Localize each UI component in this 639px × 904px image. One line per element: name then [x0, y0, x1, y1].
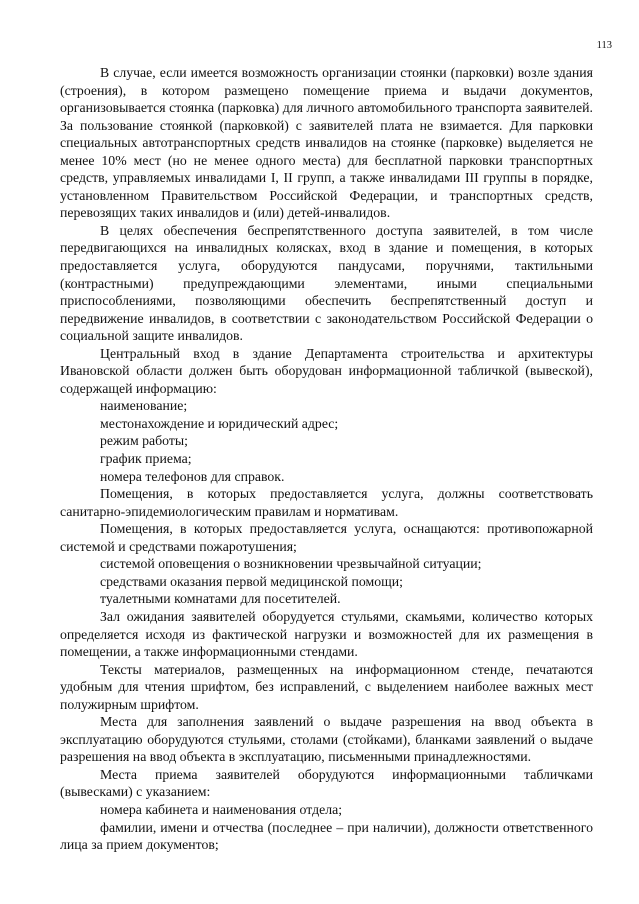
paragraph-application-desks: Места для заполнения заявлений о выдаче разрешения на ввод объекта в эксплуатацию оборудуются стульями, столами (стойками), бланками заявлений о выдаче разрешения на ввод объекта в эксплуатацию, письменными принадлежностями.	[60, 714, 593, 765]
paragraph-reception-signs: Места приема заявителей оборудуются информационными табличками (вывесками) с указанием:	[60, 766, 593, 800]
document-body	[60, 64, 593, 854]
list-item-emergency-alert: системой оповещения о возникновении чрезвычайной ситуации;	[100, 556, 482, 572]
list-item-work-hours: режим работы;	[100, 433, 189, 449]
paragraph-sanitary-rules: Помещения, в которых предоставляется услуга, должны соответствовать санитарно-эпидемиологическим правилам и нормативам.	[60, 486, 593, 519]
paragraph-info-stand-texts: Тексты материалов, размещенных на информационном стенде, печатаются удобным для чтения шрифтом, без исправлений, с выделением наиболее важных мест полужирным шрифтом.	[60, 661, 593, 712]
paragraph-accessibility: В целях обеспечения беспрепятственного доступа заявителей, в том числе передвигающихся на инвалидных колясках, вход в здание и помещения, в которых предоставляется услуга, оборудуются пандусами, поручнями, тактильными (контрастными) предупреждающими элементами, иными специальными приспособлениями, позволяющими обеспечить беспрепятственный доступ и передвижение инвалидов, в соответствии с законодательством Российской Федерации о социальной защите инвалидов.	[60, 222, 593, 344]
paragraph-parking: В случае, если имеется возможность организации стоянки (парковки) возле здания (строения), в котором размещено помещение приема и выдачи документов, организовывается стоянка (парковка) для личного автомобильного транспорта заявителей. За пользование стоянкой (парковкой) с заявителей плата не взимается. Для парковки специальных автотранспортных средств инвалидов на стоянке (парковке) выделяется не менее 10% мест (но не менее одного места) для бесплатной парковки транспортных средств, управляемых инвалидами I, II групп, а также инвалидами III группы в порядке, установленном Правительством Российской Федерации, и транспортных средств, перевозящих таких инвалидов и (или) детей-инвалидов.	[60, 65, 593, 221]
list-item-responsible-person: фамилии, имени и отчества (последнее – при наличии), должности ответственного лица за прием документов;	[60, 819, 593, 853]
list-item-office-number: номера кабинета и наименования отдела;	[100, 801, 343, 817]
paragraph-waiting-hall: Зал ожидания заявителей оборудуется стульями, скамьями, количество которых определяется исходя из фактической нагрузки и возможностей для их размещения в помещении, а также информационными стендами.	[60, 608, 593, 660]
paragraph-fire-safety: Помещения, в которых предоставляется услуга, оснащаются: противопожарной системой и средствами пожаротушения;	[60, 521, 593, 554]
list-item-address: местонахождение и юридический адрес;	[100, 415, 339, 431]
list-item-phone-numbers: номера телефонов для справок.	[100, 468, 285, 484]
list-item-reception-schedule: график приема;	[100, 451, 192, 467]
page-number: 113	[596, 40, 612, 51]
paragraph-entrance-sign: Центральный вход в здание Департамента строительства и архитектуры Ивановской области должен быть оборудован информационной табличкой (вывеской), содержащей информацию:	[60, 345, 593, 396]
list-item-restrooms: туалетными комнатами для посетителей.	[100, 591, 341, 607]
list-item-first-aid: средствами оказания первой медицинской помощи;	[100, 573, 403, 589]
list-item-name: наименование;	[100, 398, 188, 414]
